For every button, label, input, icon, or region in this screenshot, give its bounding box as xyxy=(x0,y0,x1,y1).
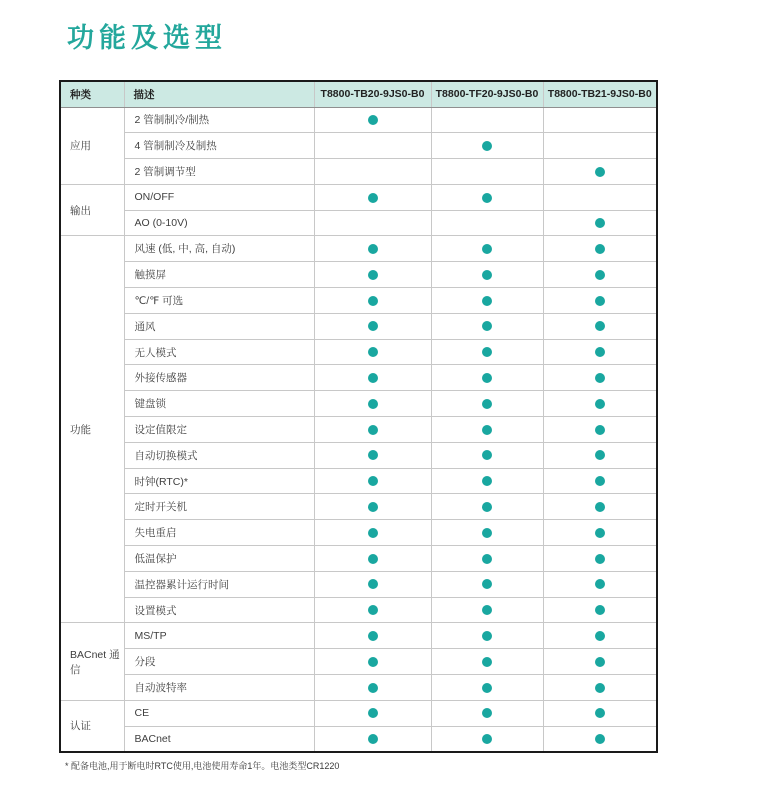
feature-dot xyxy=(482,708,492,718)
feature-dot xyxy=(595,605,605,615)
dot-cell xyxy=(314,365,431,391)
dot-cell xyxy=(543,236,657,262)
dot-cell xyxy=(314,184,431,210)
dot-cell xyxy=(543,546,657,572)
feature-desc: 温控器累计运行时间 xyxy=(124,571,314,597)
feature-dot xyxy=(595,450,605,460)
feature-row xyxy=(60,442,657,468)
dot-cell xyxy=(431,597,543,623)
feature-row xyxy=(60,597,657,623)
feature-selection-table xyxy=(59,80,658,753)
feature-row xyxy=(60,107,657,133)
header-model-3: T8800-TB21-9JS0-B0 xyxy=(543,81,657,107)
feature-dot xyxy=(595,425,605,435)
feature-dot xyxy=(595,502,605,512)
dot-cell xyxy=(431,520,543,546)
feature-dot xyxy=(368,115,378,125)
dot-cell xyxy=(431,159,543,185)
header-category: 种类 xyxy=(60,81,124,107)
dot-cell xyxy=(314,726,431,752)
feature-dot xyxy=(595,631,605,641)
feature-dot xyxy=(482,554,492,564)
feature-dot xyxy=(482,502,492,512)
feature-dot xyxy=(482,193,492,203)
feature-desc: 自动波特率 xyxy=(124,675,314,701)
dot-cell xyxy=(431,417,543,443)
feature-dot xyxy=(368,734,378,744)
feature-dot xyxy=(368,450,378,460)
header-description: 描述 xyxy=(124,81,314,107)
dot-cell xyxy=(431,494,543,520)
dot-cell xyxy=(543,649,657,675)
dot-cell xyxy=(314,597,431,623)
feature-row xyxy=(60,210,657,236)
dot-cell xyxy=(314,571,431,597)
feature-dot xyxy=(595,347,605,357)
feature-dot xyxy=(595,683,605,693)
dot-cell xyxy=(314,546,431,572)
feature-dot xyxy=(482,141,492,151)
feature-dot xyxy=(482,321,492,331)
feature-desc: AO (0-10V) xyxy=(124,210,314,236)
dot-cell xyxy=(543,675,657,701)
dot-cell xyxy=(543,313,657,339)
feature-row xyxy=(60,468,657,494)
dot-cell xyxy=(543,417,657,443)
feature-dot xyxy=(482,425,492,435)
dot-cell xyxy=(314,159,431,185)
feature-desc: BACnet xyxy=(124,726,314,752)
feature-dot xyxy=(482,244,492,254)
feature-dot xyxy=(595,399,605,409)
dot-cell xyxy=(543,726,657,752)
dot-cell xyxy=(314,339,431,365)
feature-row xyxy=(60,313,657,339)
feature-desc: 4 管制制冷及制热 xyxy=(124,133,314,159)
feature-dot xyxy=(368,605,378,615)
feature-dot xyxy=(368,296,378,306)
feature-row xyxy=(60,546,657,572)
dot-cell xyxy=(431,288,543,314)
feature-dot xyxy=(595,579,605,589)
feature-desc: 2 管制制冷/制热 xyxy=(124,107,314,133)
feature-row xyxy=(60,520,657,546)
category-cell: 输出 xyxy=(60,184,124,236)
dot-cell xyxy=(431,184,543,210)
dot-cell xyxy=(543,623,657,649)
feature-dot xyxy=(368,579,378,589)
feature-dot xyxy=(595,373,605,383)
dot-cell xyxy=(431,675,543,701)
feature-dot xyxy=(368,425,378,435)
dot-cell xyxy=(543,700,657,726)
dot-cell xyxy=(431,468,543,494)
feature-desc: 设置模式 xyxy=(124,597,314,623)
feature-dot xyxy=(482,373,492,383)
dot-cell xyxy=(431,339,543,365)
dot-cell xyxy=(431,210,543,236)
dot-cell xyxy=(431,649,543,675)
battery-footnote: * 配备电池,用于断电时RTC使用,电池使用寿命1年。电池类型CR1220 xyxy=(65,761,340,771)
dot-cell xyxy=(543,597,657,623)
feature-dot xyxy=(482,399,492,409)
dot-cell xyxy=(314,442,431,468)
category-cell: 功能 xyxy=(60,236,124,623)
feature-row xyxy=(60,262,657,288)
feature-dot xyxy=(595,554,605,564)
dot-cell xyxy=(431,313,543,339)
dot-cell xyxy=(543,210,657,236)
dot-cell xyxy=(543,184,657,210)
feature-dot xyxy=(595,734,605,744)
feature-dot xyxy=(368,502,378,512)
feature-row xyxy=(60,133,657,159)
feature-row xyxy=(60,391,657,417)
dot-cell xyxy=(543,520,657,546)
feature-dot xyxy=(595,708,605,718)
feature-dot xyxy=(595,657,605,667)
dot-cell xyxy=(431,700,543,726)
feature-desc: 无人模式 xyxy=(124,339,314,365)
feature-row xyxy=(60,700,657,726)
dot-cell xyxy=(431,546,543,572)
feature-dot xyxy=(595,321,605,331)
dot-cell xyxy=(543,391,657,417)
dot-cell xyxy=(314,391,431,417)
feature-dot xyxy=(368,708,378,718)
feature-dot xyxy=(482,579,492,589)
feature-dot xyxy=(368,244,378,254)
dot-cell xyxy=(314,675,431,701)
feature-dot xyxy=(368,321,378,331)
feature-desc: MS/TP xyxy=(124,623,314,649)
feature-dot xyxy=(482,476,492,486)
header-row xyxy=(60,81,657,107)
feature-dot xyxy=(595,244,605,254)
dot-cell xyxy=(431,391,543,417)
category-cell: 认证 xyxy=(60,700,124,752)
table-body xyxy=(60,107,657,752)
feature-row xyxy=(60,623,657,649)
feature-row xyxy=(60,236,657,262)
feature-row xyxy=(60,726,657,752)
feature-desc: 自动切换模式 xyxy=(124,442,314,468)
dot-cell xyxy=(543,494,657,520)
feature-dot xyxy=(482,631,492,641)
feature-desc: 2 管制调节型 xyxy=(124,159,314,185)
header-model-1: T8800-TB20-9JS0-B0 xyxy=(314,81,431,107)
dot-cell xyxy=(543,107,657,133)
feature-desc: 外接传感器 xyxy=(124,365,314,391)
feature-dot xyxy=(368,631,378,641)
feature-row xyxy=(60,675,657,701)
feature-dot xyxy=(368,399,378,409)
dot-cell xyxy=(431,107,543,133)
dot-cell xyxy=(431,623,543,649)
feature-dot xyxy=(368,347,378,357)
dot-cell xyxy=(314,262,431,288)
feature-desc: ON/OFF xyxy=(124,184,314,210)
feature-desc: 键盘锁 xyxy=(124,391,314,417)
feature-dot xyxy=(595,270,605,280)
feature-dot xyxy=(368,683,378,693)
feature-dot xyxy=(482,347,492,357)
feature-dot xyxy=(595,476,605,486)
dot-cell xyxy=(431,442,543,468)
feature-row xyxy=(60,339,657,365)
dot-cell xyxy=(431,571,543,597)
feature-row xyxy=(60,649,657,675)
feature-row xyxy=(60,365,657,391)
dot-cell xyxy=(543,468,657,494)
feature-row xyxy=(60,417,657,443)
dot-cell xyxy=(431,726,543,752)
dot-cell xyxy=(314,520,431,546)
feature-dot xyxy=(595,296,605,306)
feature-dot xyxy=(595,167,605,177)
feature-dot xyxy=(482,657,492,667)
feature-row xyxy=(60,494,657,520)
feature-dot xyxy=(368,373,378,383)
feature-dot xyxy=(482,270,492,280)
dot-cell xyxy=(314,623,431,649)
feature-row xyxy=(60,571,657,597)
dot-cell xyxy=(543,339,657,365)
feature-desc: 低温保护 xyxy=(124,546,314,572)
feature-row xyxy=(60,288,657,314)
feature-desc: 触摸屏 xyxy=(124,262,314,288)
dot-cell xyxy=(314,649,431,675)
feature-desc: CE xyxy=(124,700,314,726)
feature-desc: ℃/℉ 可选 xyxy=(124,288,314,314)
category-cell: BACnet 通信 xyxy=(60,623,124,700)
dot-cell xyxy=(543,365,657,391)
feature-desc: 风速 (低, 中, 高, 自动) xyxy=(124,236,314,262)
dot-cell xyxy=(314,700,431,726)
dot-cell xyxy=(314,494,431,520)
dot-cell xyxy=(314,210,431,236)
dot-cell xyxy=(543,571,657,597)
feature-desc: 通风 xyxy=(124,313,314,339)
feature-desc: 分段 xyxy=(124,649,314,675)
feature-dot xyxy=(595,218,605,228)
header-model-2: T8800-TF20-9JS0-B0 xyxy=(431,81,543,107)
dot-cell xyxy=(543,159,657,185)
dot-cell xyxy=(314,133,431,159)
feature-desc: 失电重启 xyxy=(124,520,314,546)
feature-dot xyxy=(482,450,492,460)
feature-dot xyxy=(368,554,378,564)
feature-dot xyxy=(482,296,492,306)
feature-dot xyxy=(482,605,492,615)
dot-cell xyxy=(543,288,657,314)
feature-desc: 设定值限定 xyxy=(124,417,314,443)
feature-dot xyxy=(368,657,378,667)
feature-dot xyxy=(595,528,605,538)
dot-cell xyxy=(314,313,431,339)
feature-desc: 时钟(RTC)* xyxy=(124,468,314,494)
page-title: 功能及选型 xyxy=(67,23,227,53)
category-cell: 应用 xyxy=(60,107,124,184)
dot-cell xyxy=(543,442,657,468)
feature-row xyxy=(60,184,657,210)
dot-cell xyxy=(431,365,543,391)
dot-cell xyxy=(314,468,431,494)
table-header xyxy=(60,81,657,107)
dot-cell xyxy=(314,288,431,314)
dot-cell xyxy=(431,236,543,262)
feature-desc: 定时开关机 xyxy=(124,494,314,520)
feature-dot xyxy=(368,528,378,538)
dot-cell xyxy=(314,107,431,133)
dot-cell xyxy=(431,133,543,159)
feature-row xyxy=(60,159,657,185)
dot-cell xyxy=(314,236,431,262)
dot-cell xyxy=(314,417,431,443)
feature-dot xyxy=(368,476,378,486)
feature-dot xyxy=(482,734,492,744)
feature-dot xyxy=(368,270,378,280)
feature-dot xyxy=(482,683,492,693)
feature-dot xyxy=(482,528,492,538)
feature-dot xyxy=(368,193,378,203)
dot-cell xyxy=(431,262,543,288)
dot-cell xyxy=(543,262,657,288)
dot-cell xyxy=(543,133,657,159)
